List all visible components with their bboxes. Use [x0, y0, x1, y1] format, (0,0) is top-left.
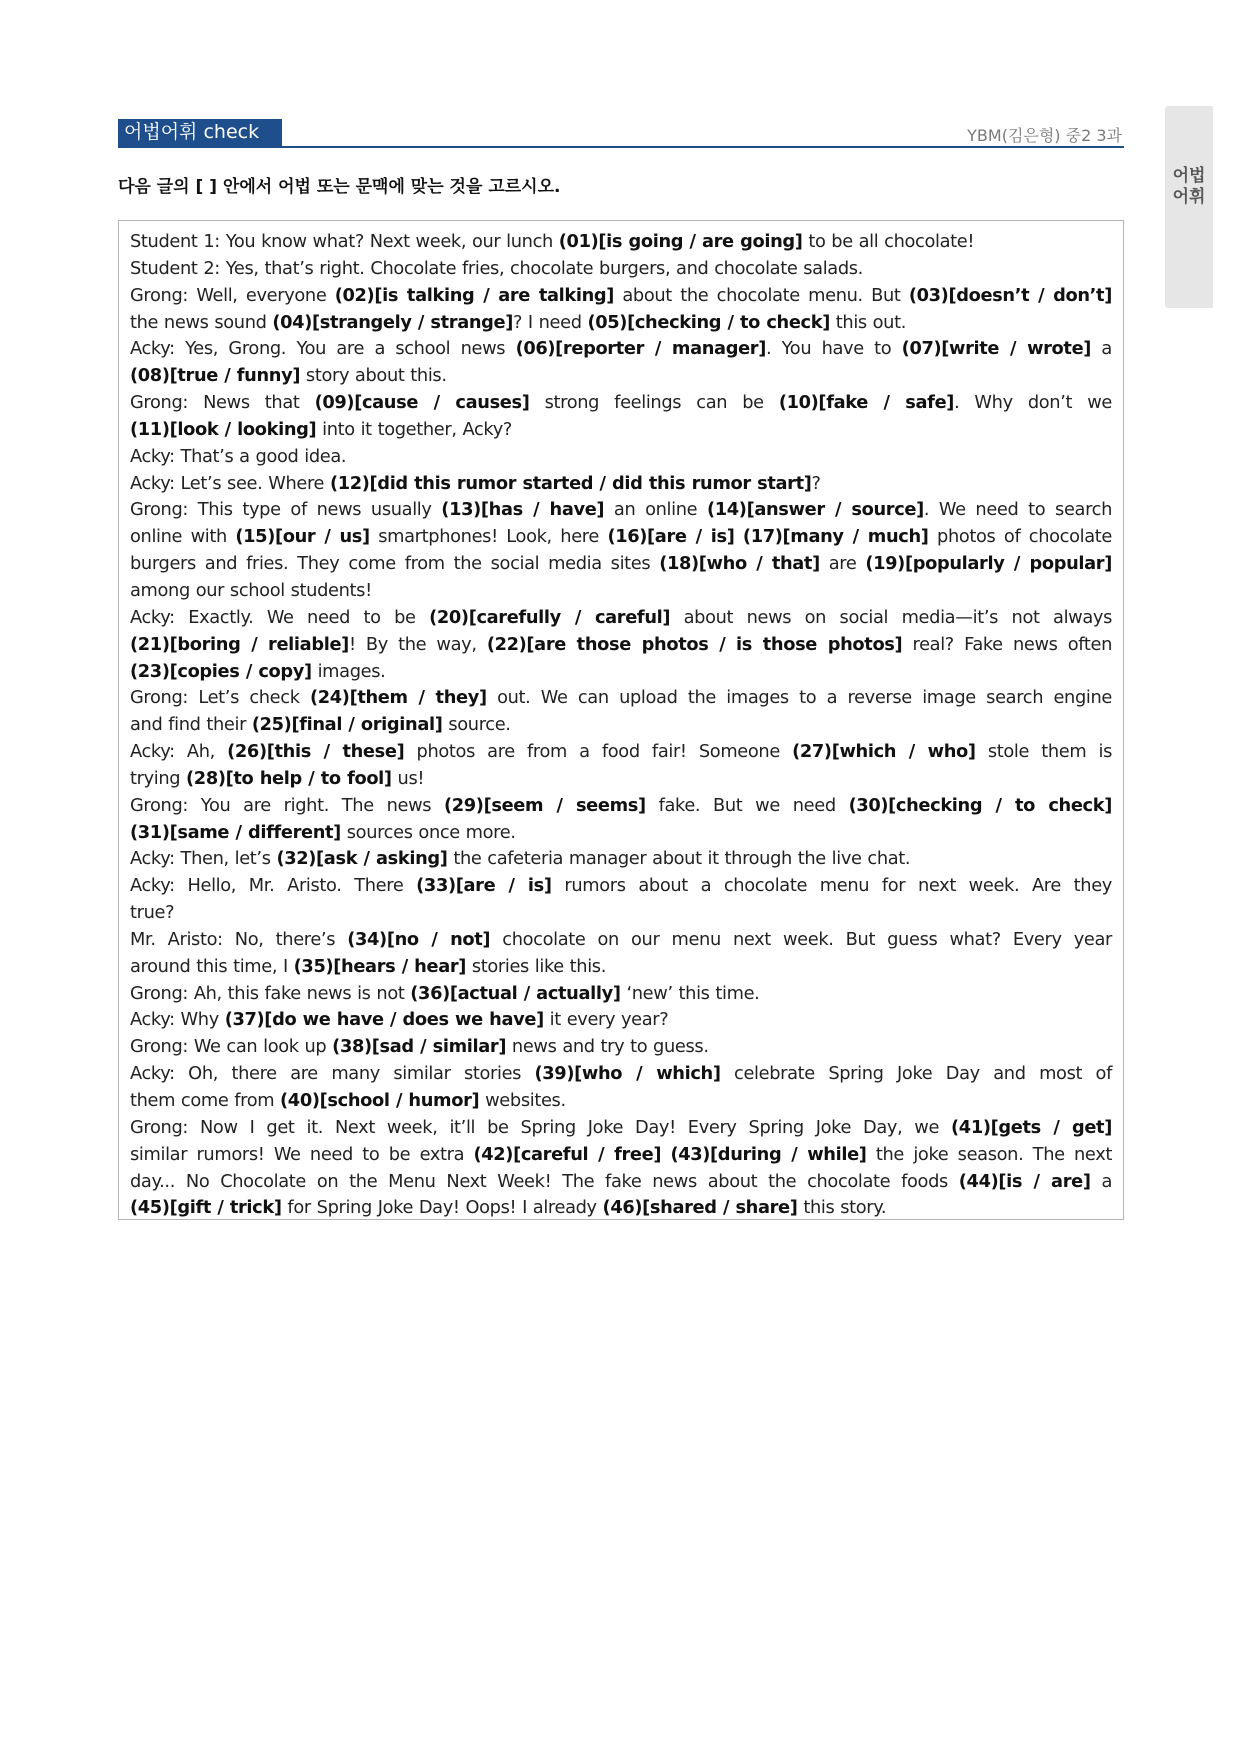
- passage-segment: us!: [391, 767, 425, 789]
- answer-choice: (32)[ask / asking]: [276, 848, 448, 870]
- passage-segment: ! By the way,: [348, 633, 487, 655]
- answer-choice: (06)[reporter / manager]: [515, 338, 766, 360]
- answer-choice: (29)[seem / seems]: [443, 794, 646, 816]
- passage-line: [130, 685, 1112, 712]
- passage-line: [130, 793, 1112, 820]
- answer-choice: (23)[copies / copy]: [130, 660, 312, 682]
- passage-segment: Student 1: You know what? Next week, our lunch: [130, 231, 559, 252]
- answer-choice: (46)[shared / share]: [602, 1197, 798, 1219]
- passage-segment: story about this.: [300, 365, 447, 387]
- passage-line: [130, 820, 1112, 847]
- passage-line: [130, 1169, 1112, 1196]
- passage-segment: among our school students!: [130, 579, 372, 601]
- passage-segment: the joke season. The next: [866, 1143, 1113, 1165]
- answer-choice: (09)[cause / causes]: [314, 392, 530, 414]
- answer-choice: (38)[sad / similar]: [332, 1036, 507, 1058]
- passage-line: [130, 471, 1112, 498]
- passage-line: [130, 1034, 1112, 1061]
- answer-choice: (22)[are those photos / is those photos]: [486, 633, 903, 655]
- passage-line: [130, 578, 1112, 605]
- passage-segment: burgers and fries. They come from the social media sites: [130, 553, 660, 575]
- passage-line: [130, 1195, 1112, 1222]
- answer-choice: (25)[final / original]: [251, 714, 443, 736]
- passage-segment: day... No Chocolate on the Menu Next Week! The fake news about the chocolate foods: [130, 1170, 959, 1192]
- passage-segment: celebrate Spring Joke Day and most of: [720, 1063, 1112, 1085]
- passage-line: [130, 954, 1112, 981]
- answer-choice: (16)[are / is]: [607, 526, 735, 548]
- passage-box: [118, 220, 1124, 1220]
- answer-choice: (20)[carefully / careful]: [429, 606, 671, 628]
- passage-line: [130, 551, 1112, 578]
- passage-line: [130, 1061, 1112, 1088]
- section-title: 어법어휘 check: [118, 119, 282, 146]
- passage-segment: and find their: [130, 714, 252, 736]
- passage-segment: smartphones! Look, here: [369, 526, 608, 548]
- passage-segment: real? Fake news often: [902, 633, 1112, 655]
- passage-line: [130, 1115, 1112, 1142]
- passage-segment: Acky: Exactly. We need to be: [130, 606, 430, 628]
- answer-choice: (27)[which / who]: [792, 741, 976, 763]
- passage-text: [130, 229, 1112, 1222]
- side-tab-label: 어법어휘: [1172, 166, 1206, 207]
- passage-segment: chocolate on our menu next week. But guess what? Every year: [490, 928, 1112, 950]
- passage-segment: strong feelings can be: [529, 392, 779, 414]
- passage-line: [130, 981, 1112, 1008]
- passage-segment: photos are from a food fair! Someone: [404, 741, 793, 763]
- passage-segment: sources once more.: [340, 821, 516, 843]
- passage-segment: them come from: [130, 1090, 281, 1111]
- passage-line: [130, 310, 1112, 337]
- answer-choice: (18)[who / that]: [659, 553, 820, 575]
- answer-choice: (37)[do we have / does we have]: [224, 1009, 544, 1031]
- passage-segment: ? I need: [513, 311, 588, 333]
- passage-segment: [734, 526, 742, 547]
- passage-line: [130, 336, 1112, 363]
- passage-segment: stories like this.: [466, 955, 607, 977]
- passage-line: [130, 739, 1112, 766]
- passage-segment: around this time, I: [130, 955, 294, 977]
- passage-segment: the news sound: [130, 311, 273, 333]
- answer-choice: (13)[has / have]: [441, 499, 605, 521]
- answer-choice: (28)[to help / to fool]: [186, 767, 392, 789]
- answer-choice: (35)[hears / hear]: [293, 955, 467, 977]
- passage-line: [130, 632, 1112, 659]
- passage-segment: Acky: Why: [130, 1009, 225, 1031]
- side-tab: [1165, 106, 1213, 308]
- answer-choice: (03)[doesn’t / don’t]: [908, 284, 1112, 306]
- answer-choice: (33)[are / is]: [416, 875, 552, 897]
- passage-segment: Grong: This type of news usually: [130, 499, 442, 521]
- answer-choice: (41)[gets / get]: [951, 1116, 1112, 1138]
- passage-segment: . You have to: [766, 338, 902, 360]
- passage-segment: true?: [130, 902, 175, 924]
- answer-choice: (24)[them / they]: [309, 687, 487, 709]
- passage-segment: are: [819, 553, 866, 575]
- passage-segment: images.: [311, 660, 386, 682]
- answer-choice: (17)[many / much]: [742, 526, 929, 548]
- passage-line: [130, 605, 1112, 632]
- passage-segment: a: [1091, 338, 1112, 360]
- answer-choice: (30)[checking / to check]: [848, 794, 1113, 816]
- passage-line: [130, 256, 1112, 283]
- passage-segment: this out.: [830, 311, 907, 333]
- passage-segment: about the chocolate menu. But: [614, 284, 909, 306]
- passage-segment: photos of chocolate: [928, 526, 1112, 548]
- passage-segment: rumors about a chocolate menu for next week. Are they: [551, 875, 1112, 897]
- passage-line: [130, 524, 1112, 551]
- passage-segment: it every year?: [543, 1009, 669, 1031]
- passage-line: [130, 900, 1112, 927]
- passage-segment: Acky: Then, let’s: [130, 848, 277, 870]
- passage-line: [130, 927, 1112, 954]
- passage-segment: source.: [442, 714, 511, 736]
- passage-line: [130, 846, 1112, 873]
- passage-segment: Grong: Ah, this fake news is not: [130, 982, 411, 1004]
- passage-segment: Grong: You are right. The news: [130, 794, 444, 816]
- passage-line: [130, 1088, 1112, 1115]
- answer-choice: (02)[is talking / are talking]: [334, 284, 615, 306]
- passage-segment: an online: [604, 499, 707, 521]
- passage-segment: stole them is: [975, 741, 1113, 763]
- passage-segment: trying: [130, 767, 187, 789]
- passage-line: [130, 873, 1112, 900]
- answer-choice: (07)[write / wrote]: [901, 338, 1092, 360]
- passage-segment: to be all chocolate!: [802, 231, 975, 252]
- instruction-text: 다음 글의 [ ] 안에서 어법 또는 문맥에 맞는 것을 고르시오.: [118, 177, 561, 197]
- textbook-info: YBM(김은형) 중2 3과: [967, 126, 1122, 145]
- passage-segment: fake. But we need: [645, 794, 849, 816]
- passage-segment: . We need to search: [923, 499, 1113, 521]
- answer-choice: (04)[strangely / strange]: [272, 311, 514, 333]
- passage-line: [130, 363, 1112, 390]
- answer-choice: (31)[same / different]: [130, 821, 341, 843]
- passage-segment: Student 2: Yes, that’s right. Chocolate fries, chocolate burgers, and chocolate salads.: [130, 257, 863, 279]
- passage-segment: about news on social media—it’s not always: [670, 606, 1112, 628]
- passage-segment: Acky: Oh, there are many similar stories: [130, 1063, 535, 1085]
- answer-choice: (40)[school / humor]: [280, 1090, 480, 1111]
- answer-choice: (44)[is / are]: [958, 1170, 1091, 1192]
- passage-line: [130, 390, 1112, 417]
- answer-choice: (34)[no / not]: [347, 928, 491, 950]
- passage-segment: Acky: Let’s see. Where: [130, 472, 330, 494]
- passage-segment: Grong: News that: [130, 392, 315, 414]
- passage-line: [130, 766, 1112, 793]
- answer-choice: (10)[fake / safe]: [778, 392, 955, 414]
- passage-line: [130, 444, 1112, 471]
- answer-choice: (45)[gift / trick]: [130, 1197, 282, 1219]
- passage-segment: Grong: Well, everyone: [130, 284, 335, 306]
- passage-segment: websites.: [479, 1090, 566, 1111]
- passage-segment: Acky: Ah,: [130, 741, 228, 763]
- passage-segment: . Why don’t we: [954, 392, 1112, 414]
- page-header: [118, 119, 1124, 148]
- answer-choice: (42)[careful / free]: [473, 1143, 662, 1165]
- passage-segment: ?: [811, 472, 821, 494]
- answer-choice: (26)[this / these]: [227, 741, 405, 763]
- answer-choice: (36)[actual / actually]: [410, 982, 621, 1004]
- answer-choice: (08)[true / funny]: [130, 365, 301, 387]
- passage-line: [130, 497, 1112, 524]
- passage-segment: news and try to guess.: [506, 1036, 709, 1058]
- answer-choice: (19)[popularly / popular]: [865, 553, 1112, 575]
- answer-choice: (21)[boring / reliable]: [130, 633, 349, 655]
- answer-choice: (14)[answer / source]: [706, 499, 924, 521]
- passage-segment: into it together, Acky?: [316, 418, 512, 440]
- passage-segment: Mr. Aristo: No, there’s: [130, 928, 348, 950]
- passage-segment: the cafeteria manager about it through the live chat.: [447, 848, 911, 870]
- passage-segment: Grong: We can look up: [130, 1036, 333, 1058]
- passage-segment: online with: [130, 526, 236, 548]
- passage-segment: for Spring Joke Day! Oops! I already: [281, 1197, 603, 1219]
- passage-line: [130, 229, 1112, 256]
- passage-line: [130, 1142, 1112, 1169]
- passage-segment: Acky: Yes, Grong. You are a school news: [130, 338, 516, 360]
- passage-line: [130, 712, 1112, 739]
- passage-segment: out. We can upload the images to a reverse image search engine: [486, 687, 1112, 709]
- passage-segment: this story.: [797, 1197, 887, 1219]
- passage-line: [130, 659, 1112, 686]
- answer-choice: (01)[is going / are going]: [558, 231, 803, 252]
- passage-segment: Acky: Hello, Mr. Aristo. There: [130, 875, 417, 897]
- passage-line: [130, 283, 1112, 310]
- passage-line: [130, 1007, 1112, 1034]
- passage-segment: ‘new’ this time.: [620, 982, 760, 1004]
- answer-choice: (39)[who / which]: [534, 1063, 721, 1085]
- passage-segment: Grong: Now I get it. Next week, it’ll be Spring Joke Day! Every Spring Joke Day, we: [130, 1116, 952, 1138]
- passage-segment: Grong: Let’s check: [130, 687, 310, 709]
- passage-segment: Acky: That’s a good idea.: [130, 445, 347, 467]
- answer-choice: (11)[look / looking]: [130, 418, 317, 440]
- answer-choice: (15)[our / us]: [235, 526, 370, 548]
- answer-choice: (12)[did this rumor started / did this rumor start]: [329, 472, 812, 494]
- answer-choice: (43)[during / while]: [670, 1143, 867, 1165]
- passage-line: [130, 417, 1112, 444]
- answer-choice: (05)[checking / to check]: [587, 311, 830, 333]
- passage-segment: a: [1090, 1170, 1112, 1192]
- passage-segment: similar rumors! We need to be extra: [130, 1143, 474, 1165]
